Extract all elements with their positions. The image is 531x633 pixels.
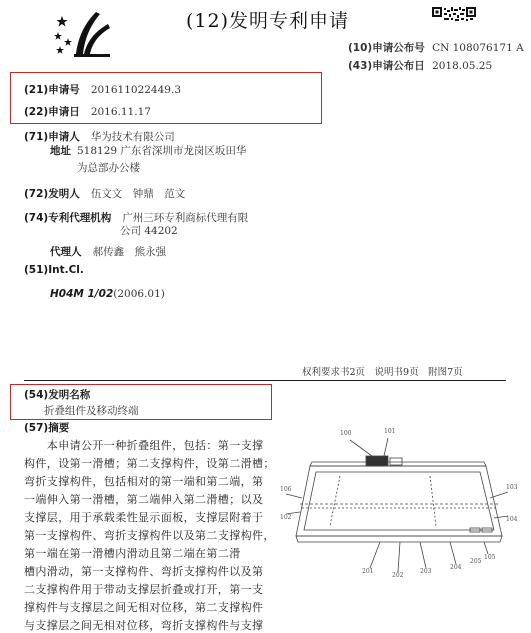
applicant-line bbox=[24, 125, 175, 144]
address-line-1: 518129 广东省深圳市龙岗区坂田华 bbox=[77, 145, 247, 157]
application-number-value: 201611022449.3 bbox=[90, 84, 181, 96]
publication-date-line bbox=[348, 58, 492, 73]
page-counts: 权利要求书2页 说明书9页 附图7页 bbox=[302, 367, 463, 378]
qr-code bbox=[432, 6, 476, 20]
agency-label: (74)专利代理机构 bbox=[24, 212, 112, 224]
divider-line bbox=[24, 380, 506, 381]
figure-label: 202 bbox=[392, 572, 404, 579]
figure-label: 103 bbox=[506, 484, 518, 491]
applicant-label: (71)申请人 bbox=[24, 131, 80, 143]
publication-date-label: (43)申请公布日 bbox=[348, 60, 425, 72]
agency-value-line-2: 公司 44202 bbox=[120, 225, 178, 237]
patent-figure bbox=[280, 418, 520, 618]
abstract-line: 支撑层，用于承载柔性显示面板，支撑层附着于 bbox=[24, 511, 264, 524]
address-line-2: 为总部办公楼 bbox=[77, 162, 140, 174]
figure-label: 203 bbox=[420, 568, 432, 575]
figure-label: 205 bbox=[470, 558, 482, 565]
figure-label: 104 bbox=[506, 516, 518, 523]
abstract-line: 弯折支撑构件，包括相对的第一端和第二端，第 bbox=[24, 475, 264, 488]
publication-date-value: 2018.05.25 bbox=[432, 60, 493, 72]
abstract-line: 构件，设第一滑槽；第二支撑构件，设第二滑槽； bbox=[24, 457, 275, 470]
applicant-value: 华为技术有限公司 bbox=[90, 131, 175, 143]
inventor-label: (72)发明人 bbox=[24, 188, 80, 200]
publication-number-label: (10)申请公布号 bbox=[348, 42, 425, 54]
abstract-line: 本申请公开一种折叠组件，包括：第一支撑 bbox=[24, 439, 264, 452]
intcl-year: (2006.01) bbox=[113, 288, 165, 300]
abstract-line: 二支撑构件用于带动支撑层折叠或打开，第一支 bbox=[24, 583, 264, 596]
abstract-label: (57)摘要 bbox=[24, 422, 70, 434]
application-date-value: 2016.11.17 bbox=[90, 106, 151, 118]
application-number-label: (21)申请号 bbox=[24, 84, 80, 96]
figure-label: 204 bbox=[450, 564, 462, 571]
publication-number-line bbox=[348, 40, 524, 55]
agent-value: 郝传鑫 熊永强 bbox=[92, 246, 167, 258]
abstract-line: 撑构件与支撑层之间无相对位移，第二支撑构件 bbox=[24, 601, 264, 614]
abstract-line: 与支撑层之间无相对位移，弯折支撑构件与支撑 bbox=[24, 619, 264, 632]
abstract-line: 第一端在第一滑槽内滑动且第二端在第二滑 bbox=[24, 547, 241, 560]
address-label: 地址 bbox=[50, 145, 71, 157]
agency-value-line-1: 广州三环专利商标代理有限 bbox=[122, 212, 249, 224]
invention-title: 折叠组件及移动终端 bbox=[44, 405, 139, 417]
application-date-label: (22)申请日 bbox=[24, 106, 80, 118]
intcl-value-line bbox=[50, 282, 165, 301]
figure-label: 100 bbox=[340, 430, 352, 437]
abstract-line: 一端伸入第一滑槽，第二端伸入第二滑槽；以及 bbox=[24, 493, 264, 506]
figure-label: 101 bbox=[384, 428, 396, 435]
agent-label: 代理人 bbox=[50, 246, 82, 258]
cnipa-logo bbox=[54, 8, 112, 58]
figure-label: 102 bbox=[280, 514, 292, 521]
invention-title-label: (54)发明名称 bbox=[24, 389, 91, 401]
figure-label: 105 bbox=[484, 554, 496, 561]
abstract-line: 槽内滑动，第一支撑构件、弯折支撑构件以及第 bbox=[24, 565, 264, 578]
intcl-label: (51)Int.Cl. bbox=[24, 264, 84, 276]
application-number-line bbox=[24, 78, 181, 97]
inventor-line bbox=[24, 182, 185, 201]
figure-label: 201 bbox=[362, 568, 374, 575]
figure-label: 106 bbox=[280, 486, 292, 493]
application-date-line bbox=[24, 100, 151, 119]
agent-line bbox=[50, 240, 166, 259]
publication-number-value: CN 108076171 A bbox=[432, 42, 524, 54]
inventor-value: 伍文文 钟鼎 范文 bbox=[90, 188, 186, 200]
abstract-line: 第一支撑构件、弯折支撑构件以及第二支撑构件， bbox=[24, 529, 275, 542]
document-title: (12)发明专利申请 bbox=[186, 10, 350, 32]
intcl-value: H04M 1/02 bbox=[50, 288, 114, 300]
